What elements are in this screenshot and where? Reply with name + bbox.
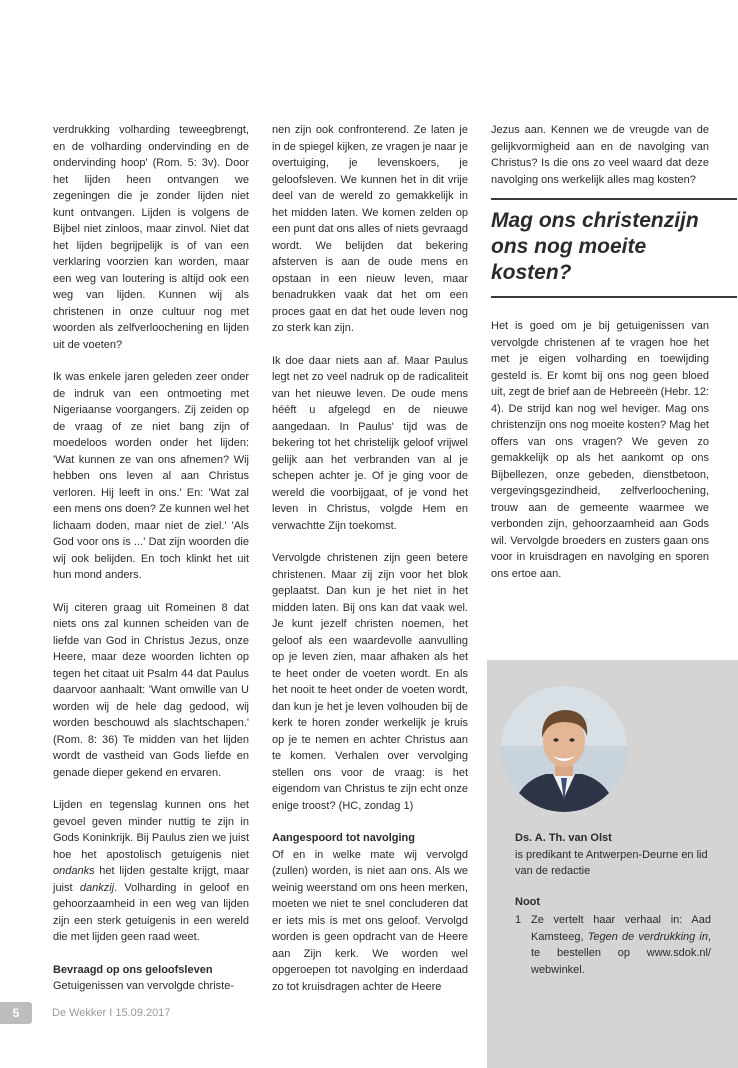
footnote-number: 1: [515, 914, 522, 926]
author-photo: [501, 686, 627, 812]
text-run: Lijden en tegenslag kunnen ons het gevoel geven minder nuttig te zijn in Gods Koninkrijk. Bij Paulus zien we juist hoe het apostolisch getuigenis niet: [53, 799, 249, 861]
paragraph: Jezus aan. Kennen we de vreugde van de gelijkvormigheid aan en de navolging van Christus? Is die ons zo veel waard dat deze navolging ons werkelijk alles mag kosten?: [491, 124, 709, 186]
emphasis: dankzij: [79, 881, 115, 894]
author-bio: [515, 830, 711, 978]
text-run: Ze vertelt haar verhaal in: Aad Kamsteeg,: [531, 914, 711, 943]
author-description: is predikant te Antwerpen-Deurne en lid van de redactie: [515, 848, 708, 877]
heading-rule-bottom: [491, 296, 737, 298]
column-1: [53, 122, 249, 1011]
section-subheading: Aangespoord tot navolging: [272, 832, 415, 844]
footnote: [515, 912, 711, 978]
author-name: Ds. A. Th. van Olst: [515, 832, 612, 844]
column-3: [491, 122, 709, 598]
text-run: het lijden gestalte krijgt, maar juist: [53, 865, 249, 894]
page-number: 5: [0, 1002, 32, 1024]
paragraph: Ik was enkele jaren geleden zeer onder de indruk van een ontmoeting met Nigeriaanse voorgangers. Zij zeiden op de vraag of ze niet bang zijn of moedeloos worden onder het lijden: 'Wat kunnen ze van ons afnemen? Wij hebben ons leven al aan Christus verloren. Hij leeft in ons.' En: 'Wat zal een mens ons doen? Ze kunnen wel het lichaam doden, maar niet de ziel.' 'Als God voor ons is ...' Dat zijn woorden die wij ook belijden. En toch klinkt het uit hun mond anders.: [53, 371, 249, 581]
paragraph: Of en in welke mate wij vervolgd (zullen) worden, is niet aan ons. Als we weinig weerstand om ons heen merken, moeten we niet te snel concluderen dat er iets mis is met ons geloof. Vervolgd worden is geen opdracht van de Heere aan Zijn kerk. We worden wel opgeroepen tot navolging en inderdaad zo tot kruisdragen achter de Heere: [272, 848, 468, 993]
text-run: . Volharding in geloof en gehoorzaamheid in een weg van lijden zijn een sterk getuigenis in een wereld die met lijden geen raad weet.: [53, 881, 249, 943]
publication-info: De Wekker I 15.09.2017: [52, 1007, 171, 1019]
text-run: , te bestellen op www.sdok.nl/ webwinkel.: [531, 930, 711, 976]
emphasis: ondanks: [53, 865, 95, 877]
paragraph: Vervolgde christenen zijn geen betere christenen. Maar zij zijn voor het blok geplaatst. Dan kun je het niet in het midden laten. Bij ons kan dat vaak wel. Je kunt jezelf christen noemen, het geloof als een waardevolle aanvulling op je leven zien, maar afhaken als het te heet onder de voeten wordt. En als het nooit te heet onder de voeten wordt, dan kun je het je leven volhouden bij de kerk te horen zonder werkelijk je kruis op je te nemen en achter Christus aan te komen. Verhalen over vervolging stellen ons voor de vraag: is het eigendom van Christus te zijn echt onze enige troost? (HC, zondag 1): [272, 552, 468, 812]
footnote-text: [531, 912, 711, 978]
portrait-illustration: [501, 686, 627, 812]
page-footer: [0, 1002, 400, 1024]
paragraph: [53, 797, 249, 946]
notes-title: Noot: [515, 895, 541, 908]
paragraph: Ik doe daar niets aan af. Maar Paulus legt net zo veel nadruk op de radicaliteit van het nieuwe leven. De oude mens hééft u afgelegd en de nieuwe aangedaan. In Paulus' tijd was de bekering tot het christelijk geloof vrijwel gelijk aan het verbranden van al je schepen achter je. Of je ging voor de wereld die voorbijgaat, of je vond het leven in Christus, volgde Hem en verwachtte Zijn toekomst.: [272, 354, 468, 532]
section-subheading: Bevraagd op ons geloofsleven: [53, 963, 213, 976]
paragraph: verdrukking volharding teweegbrengt, en de volharding ondervinding en de ondervinding hoop' (Rom. 5: 3v). Door het lijden heen ontvangen we zegeningen die je zonder lijden niet kunt ontvangen. Lijden is volgens de Bijbel niet zinloos, maar zinvol. Niet dat het lijden begrijpelijk is of van een verklaring voorzien kan worden, maar een weg van loutering is altijd ook een weg van lijden. Kunnen wij als christenen in onze cultuur nog met woorden als zelfverloochening en lijden uit de voeten?: [53, 124, 249, 351]
heading-rule-top: [491, 198, 737, 200]
paragraph: Het is goed om je bij getuigenissen van vervolgde christenen af te vragen hoe het met je eigen volharding en toewijding gesteld is. Er komt bij ons nog geen bloed uit, zegt de brief aan de Hebreeën (Hebr. 12: 4). De strijd kan nog wel heviger. Mag ons christenzijn ons nog moeite kosten? Mag het offers van ons vragen? We geven zo gemakkelijk op als het aankomt op ons Bijbellezen, onze gebeden, dienstbetoon, vergevingsgezindheid, zelfverloochening, trouw aan de gemeente waarmee we verbonden zijn, gehoorzaamheid aan Gods wil. Vervolgde broeders en zusters gaan ons voor in kruisdragen en navolging en sporen ons ertoe aan.: [491, 320, 709, 580]
paragraph: Getuigenissen van vervolgde christe-: [53, 980, 234, 992]
paragraph: nen zijn ook confronterend. Ze laten je in de spiegel kijken, ze vragen je naar je overtuiging, je levenskoers, je geloofsleven. We kunnen het in dit vrije deel van de wereld zo gemakkelijk in het midden laten. We komen zelden op een punt dat ons alles of niets gevraagd wordt. We belijden dat bekering afsterven is aan de oude mens en opstaan in een nieuw leven, maar benadrukken vaak dat het om een proces gaat en dat het oude leven nog zo sterk kan zijn.: [272, 124, 468, 334]
paragraph: Wij citeren graag uit Romeinen 8 dat niets ons zal kunnen scheiden van de liefde van God in Christus Jezus, onze Heere, maar deze woorden lichten op tegen het citaat uit Psalm 44 dat Paulus daarvoor aanhaalt: 'Want omwille van U worden wij de hele dag gedood, wij worden beschouwd als slachtschapen.' (Rom. 8: 36) Te midden van het lijden wordt de vastheid van Gods liefde en genade dieper gekend en ervaren.: [53, 601, 249, 779]
column-2: [272, 122, 468, 1011]
emphasis: Tegen de verdrukking in: [587, 930, 708, 943]
section-heading: Mag ons christenzijn ons nog moeite kosten?: [491, 209, 699, 284]
